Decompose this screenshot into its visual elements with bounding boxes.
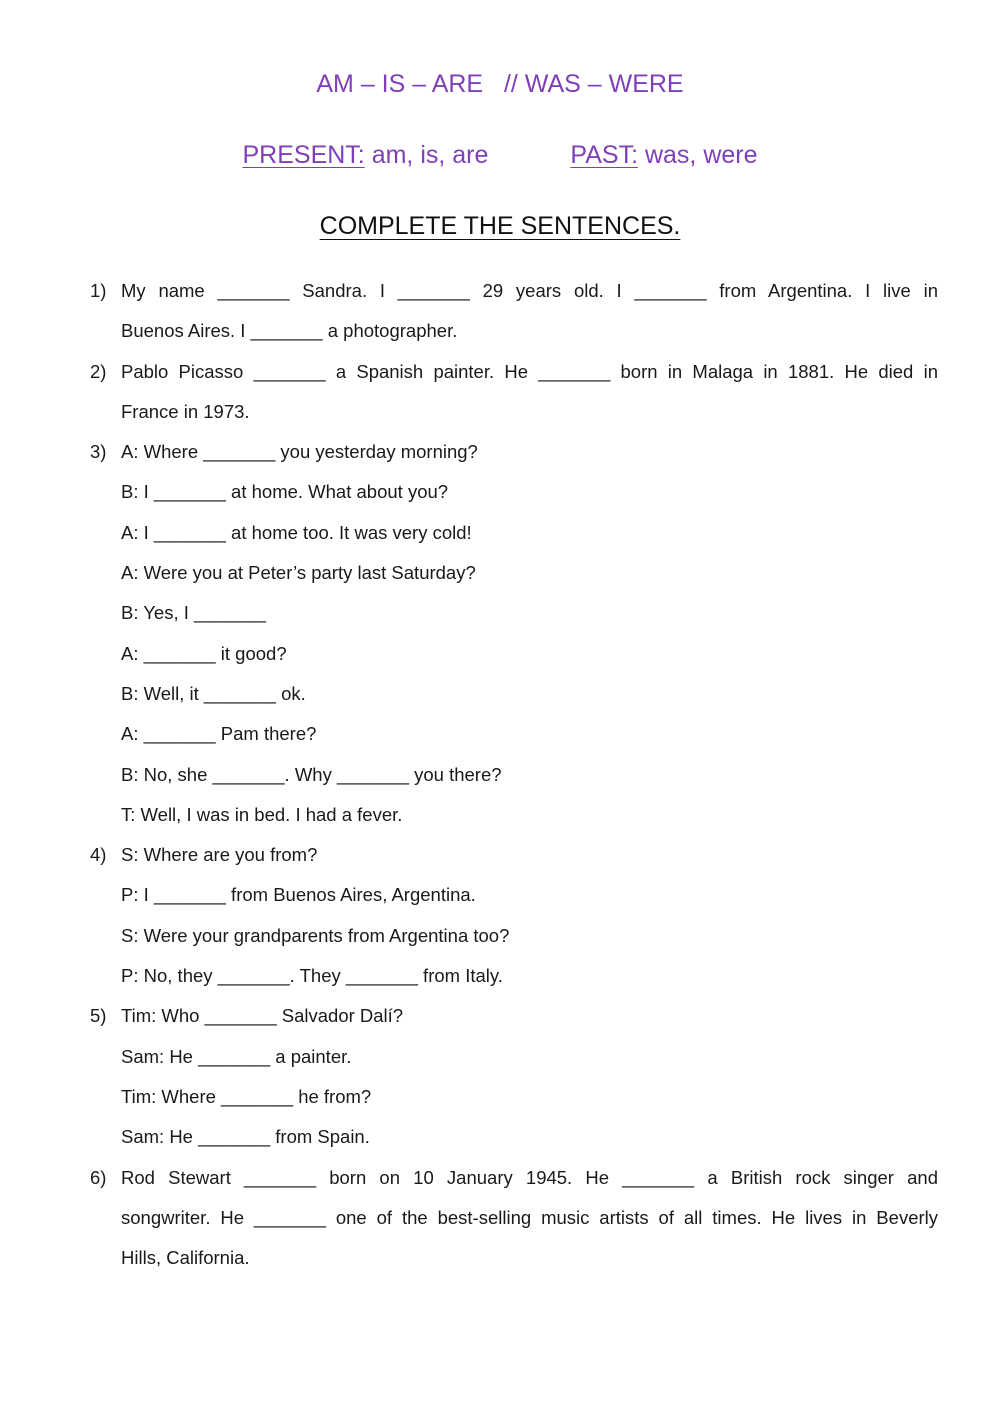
exercise-line: A: _______ Pam there? <box>121 723 317 745</box>
exercise-line: T: Well, I was in bed. I had a fever. <box>121 803 403 825</box>
exercise-number: 3) <box>90 441 107 463</box>
exercise-line: My name _______ Sandra. I _______ 29 years old. I _______ from Argentina. I live in <box>121 280 938 301</box>
exercise-item <box>90 271 938 352</box>
exercise-item <box>90 432 938 835</box>
worksheet-title: AM – IS – ARE // WAS – WERE <box>316 70 684 98</box>
exercise-number: 1) <box>90 280 107 301</box>
exercise-item <box>90 352 938 433</box>
exercise-item <box>90 835 938 996</box>
exercise-line: B: Well, it _______ ok. <box>121 682 306 704</box>
exercise-number: 5) <box>90 1005 107 1027</box>
exercise-line: songwriter. He _______ one of the best-selling music artists of all times. He lives in Beverly <box>121 1206 938 1228</box>
exercise-line: S: Were your grandparents from Argentina too? <box>121 924 510 946</box>
present-words: am, is, are <box>364 141 489 169</box>
exercise-line: A: I _______ at home too. It was very cold! <box>121 521 472 543</box>
exercise-line: S: Where are you from? <box>121 844 318 866</box>
exercise-item <box>90 1158 938 1279</box>
exercise-number: 6) <box>90 1166 107 1188</box>
present-label: PRESENT: <box>242 141 365 169</box>
instruction-text: COMPLETE THE SENTENCES. <box>319 212 681 240</box>
exercise-line: P: I _______ from Buenos Aires, Argentina. <box>121 884 476 906</box>
past-words: was, were <box>638 141 758 169</box>
exercise-line: Sam: He _______ a painter. <box>121 1045 352 1067</box>
exercise-line: A: Where _______ you yesterday morning? <box>121 441 478 463</box>
exercise-line: Buenos Aires. I _______ a photographer. <box>121 320 458 342</box>
exercise-line: A: Were you at Peter’s party last Saturday? <box>121 562 476 584</box>
tense-summary <box>0 141 1000 170</box>
exercise-line: B: No, she _______. Why _______ you there? <box>121 763 502 785</box>
exercise-line: P: No, they _______. They _______ from Italy. <box>121 965 503 987</box>
exercise-line: Sam: He _______ from Spain. <box>121 1126 370 1148</box>
exercise-line: France in 1973. <box>121 400 250 422</box>
past-label: PAST: <box>570 141 639 169</box>
exercise-line: A: _______ it good? <box>121 642 287 664</box>
exercise-line: Tim: Where _______ he from? <box>121 1085 372 1107</box>
exercise-item <box>90 996 938 1157</box>
exercise-number: 4) <box>90 844 107 866</box>
exercise-line: Rod Stewart _______ born on 10 January 1945. He _______ a British rock singer and <box>121 1166 938 1188</box>
instruction-heading <box>0 212 1000 241</box>
exercise-line: Pablo Picasso _______ a Spanish painter. He _______ born in Malaga in 1881. He died in <box>121 360 938 382</box>
exercise-line: Hills, California. <box>121 1247 250 1269</box>
exercise-list <box>90 271 938 1278</box>
exercise-line: B: I _______ at home. What about you? <box>121 481 449 503</box>
exercise-number: 2) <box>90 360 107 382</box>
exercise-line: Tim: Who _______ Salvador Dalí? <box>121 1005 404 1027</box>
exercise-line: B: Yes, I _______ <box>121 602 267 624</box>
